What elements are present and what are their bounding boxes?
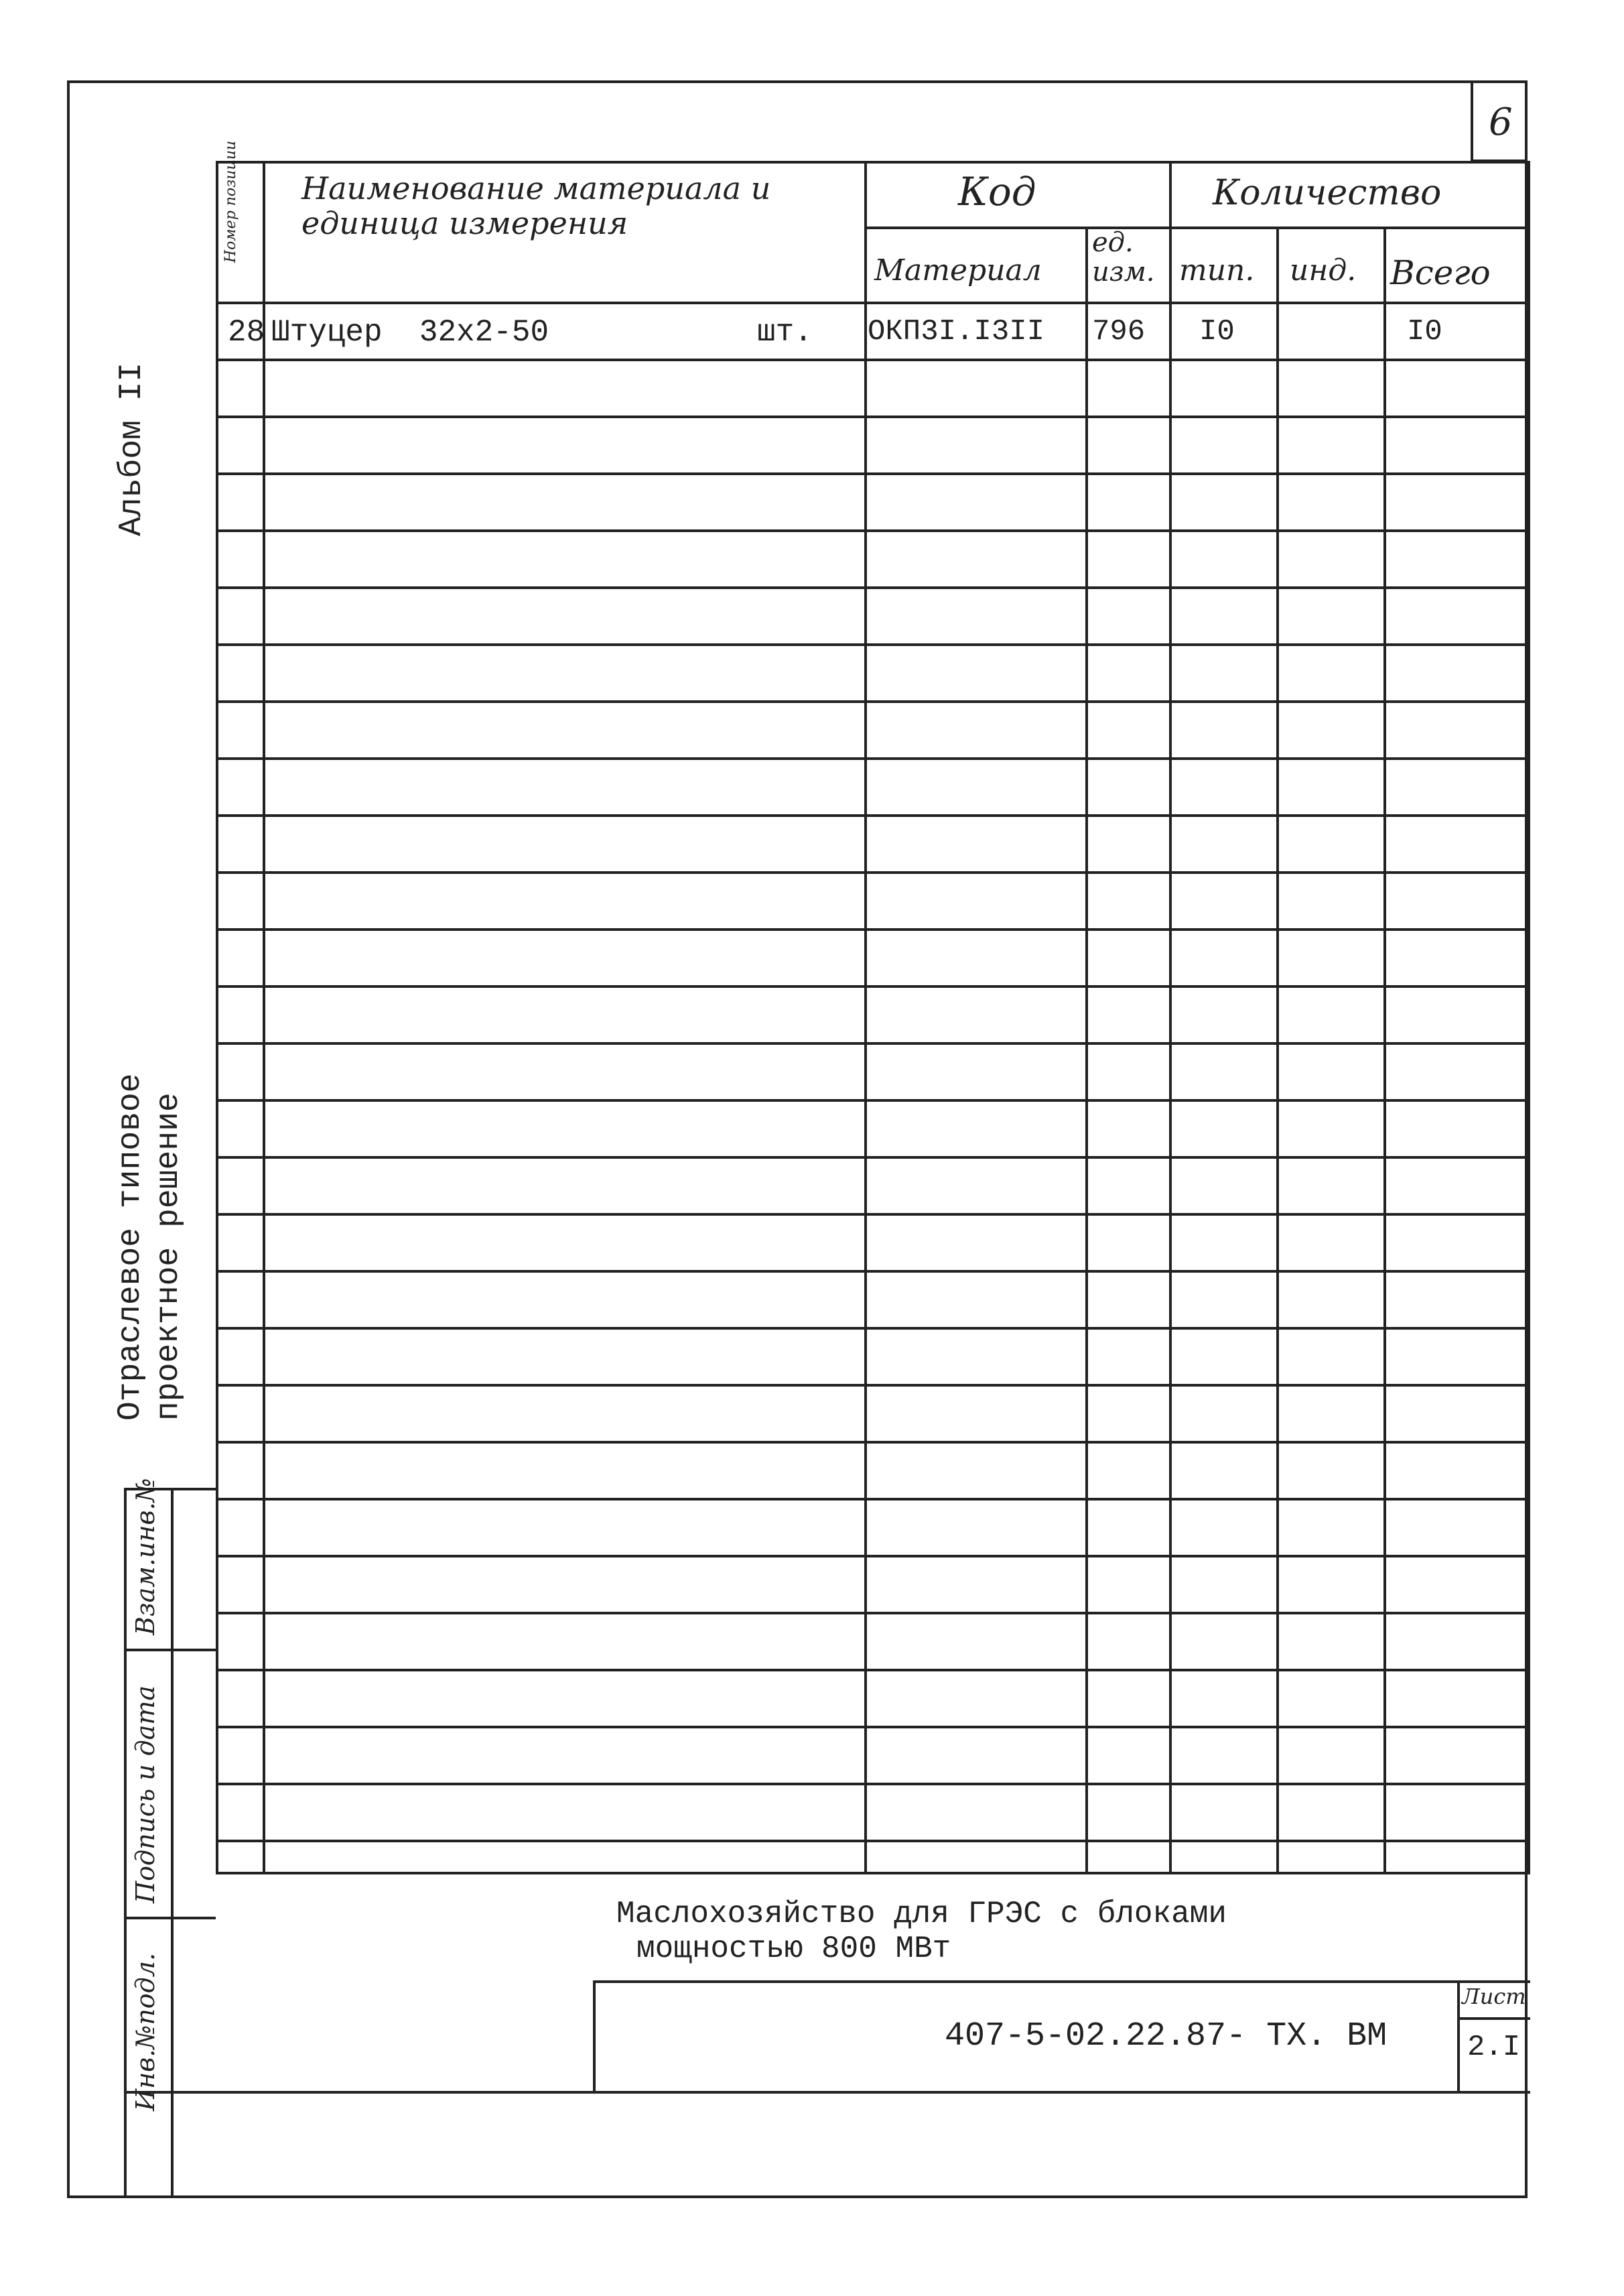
table-row-line [216, 1384, 1530, 1387]
cell-pos: 28 [228, 315, 265, 350]
cell-material-code: ОКП3I.I3II [868, 315, 1045, 348]
cell-unit-code: 796 [1092, 315, 1146, 348]
table-row-line [216, 1441, 1530, 1444]
table-row-line [216, 1099, 1530, 1102]
table-row-line [216, 757, 1530, 760]
cell-unit: шт. [757, 315, 813, 350]
sheet-number: 2.I [1467, 2031, 1521, 2064]
table-row-line [216, 1498, 1530, 1501]
header-subdivider [864, 227, 1530, 229]
table-row-line [216, 643, 1530, 646]
stamp-inv: Инв.№подл. [131, 1952, 160, 2111]
outer-frame [67, 80, 1528, 2198]
cell-name: Штуцер 32х2-50 [271, 315, 549, 350]
header-unit: ед. изм. [1092, 227, 1155, 288]
table-row-line [216, 928, 1530, 931]
header-bottom-border [216, 302, 1530, 304]
sheet-label: Лист [1462, 1984, 1526, 2009]
title-line-1: Маслохозяйство для ГРЭС с блоками [616, 1897, 1227, 1931]
title-block-middle [593, 1980, 1530, 1983]
cell-total: I0 [1407, 315, 1442, 348]
album-label: Альбом II [114, 362, 150, 536]
header-pos: Номер позиции [222, 140, 239, 263]
table-row-line [216, 586, 1530, 589]
header-quantity: Количество [1213, 173, 1442, 213]
stamp-podp: Подпись и дата [131, 1685, 160, 1903]
header-ind: инд. [1290, 253, 1357, 288]
title-block-bottom [124, 2091, 1530, 2094]
stamp-divider-1 [124, 1649, 216, 1651]
stamp-vzam: Взам.инв.№ [131, 1478, 160, 1635]
header-typ: тип. [1179, 253, 1255, 288]
table-row-line [216, 359, 1530, 361]
table-row-line [216, 472, 1530, 475]
table-row-line [216, 416, 1530, 418]
solution-line-2: проектное решение [151, 1092, 187, 1421]
page-number: 6 [1489, 101, 1513, 144]
table-row-line [216, 985, 1530, 988]
title-block-top [216, 1872, 1530, 1874]
header-name-text: Наименование материала и единица измерения [301, 170, 771, 241]
table-row-line [216, 1726, 1530, 1728]
header-material: Материал [874, 253, 1042, 288]
table-row-line [216, 1270, 1530, 1273]
table-top-border [216, 161, 1530, 164]
table-row-line [216, 1669, 1530, 1671]
sheet-box-divider [1457, 2017, 1530, 2020]
table-row-line [216, 700, 1530, 703]
table-row-line [216, 814, 1530, 817]
table-row-line [216, 1042, 1530, 1045]
table-row-line [216, 1327, 1530, 1330]
page-number-box-left [1471, 80, 1473, 161]
solution-line-1: Отраслевое типовое [113, 1073, 149, 1421]
sheet-box-left [1457, 1980, 1460, 2091]
table-row-line [216, 1783, 1530, 1785]
title-line-2: мощностью 800 МВт [636, 1931, 951, 1966]
table-row-line [216, 529, 1530, 532]
cell-typ: I0 [1199, 315, 1235, 348]
table-row-line [216, 1555, 1530, 1557]
header-total: Всего [1390, 253, 1491, 292]
header-name [301, 171, 837, 241]
table-row-line [216, 1840, 1530, 1842]
table-row-line [216, 871, 1530, 874]
table-row-line [216, 1156, 1530, 1159]
table-row-line [216, 1612, 1530, 1614]
header-code: Код [958, 169, 1036, 214]
stamp-divider-2 [124, 1917, 216, 1919]
title-block-divider [593, 1980, 596, 2091]
document-code: 407-5-02.22.87- ТХ. ВМ [945, 2017, 1388, 2055]
table-row-line [216, 1213, 1530, 1216]
